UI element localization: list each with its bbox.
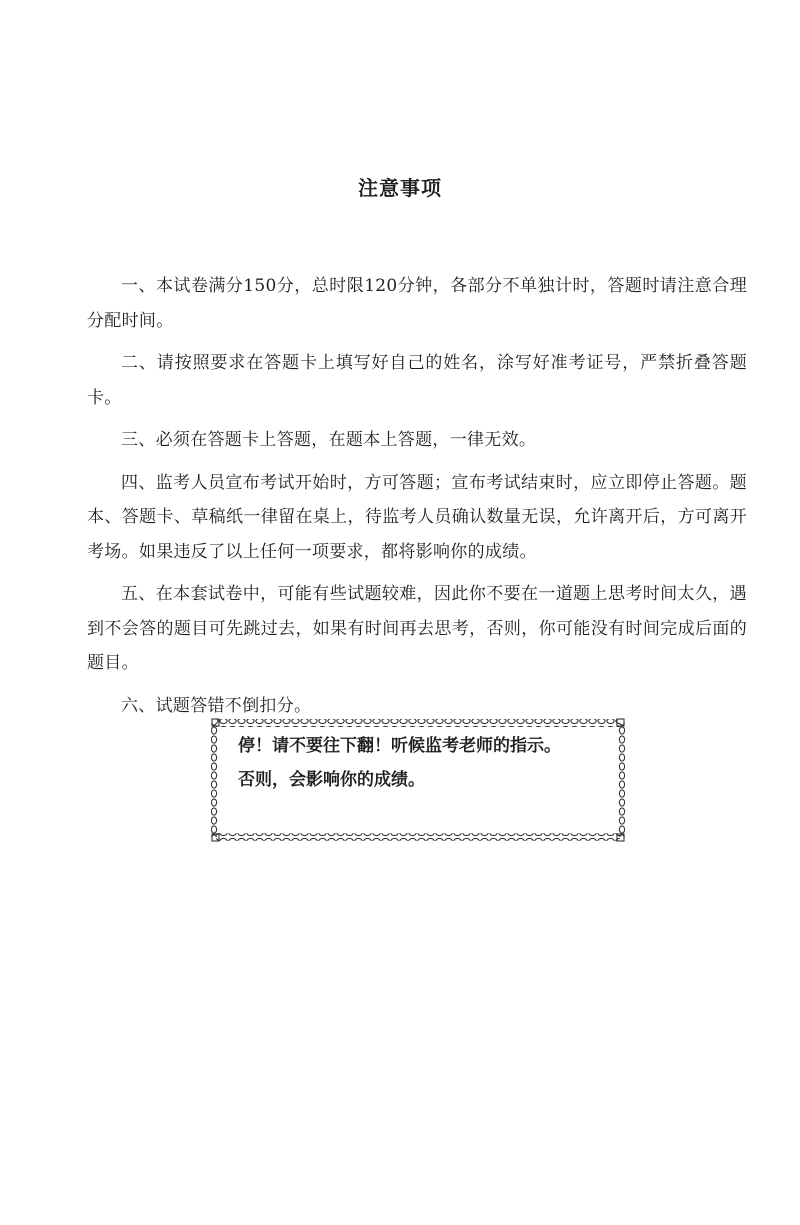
instruction-item-6: 六、试题答错不倒扣分。 bbox=[121, 695, 312, 716]
page-title: 注意事项 bbox=[358, 176, 442, 200]
stop-notice-box bbox=[210, 717, 626, 843]
stop-notice-line-1: 停！请不要往下翻！听候监考老师的指示。 bbox=[238, 736, 561, 756]
instructions-list bbox=[87, 269, 747, 731]
instruction-item-5: 五、在本套试卷中，可能有些试题较难，因此你不要在一道题上思考时间太久，遇到不会答的题目可先跳过去，如果有时间再去思考，否则，你可能没有时间完成后面的题目。 bbox=[87, 584, 747, 673]
instruction-item-2: 二、请按照要求在答题卡上填写好自己的姓名，涂写好准考证号，严禁折叠答题卡。 bbox=[87, 353, 747, 408]
instruction-item-1: 一、本试卷满分150分，总时限120分钟，各部分不单独计时，答题时请注意合理分配时间。 bbox=[87, 276, 747, 331]
stop-notice-line-2: 否则，会影响你的成绩。 bbox=[238, 770, 425, 790]
instruction-item-3: 三、必须在答题卡上答题，在题本上答题，一律无效。 bbox=[121, 430, 537, 450]
instruction-item-4: 四、监考人员宣布考试开始时，方可答题；宣布考试结束时，应立即停止答题。题本、答题卡、草稿纸一律留在桌上，待监考人员确认数量无误，允许离开后，方可离开考场。如果违反了以上任何一项要求，都将影响你的成绩。 bbox=[87, 472, 747, 562]
stop-notice-text bbox=[238, 729, 608, 797]
